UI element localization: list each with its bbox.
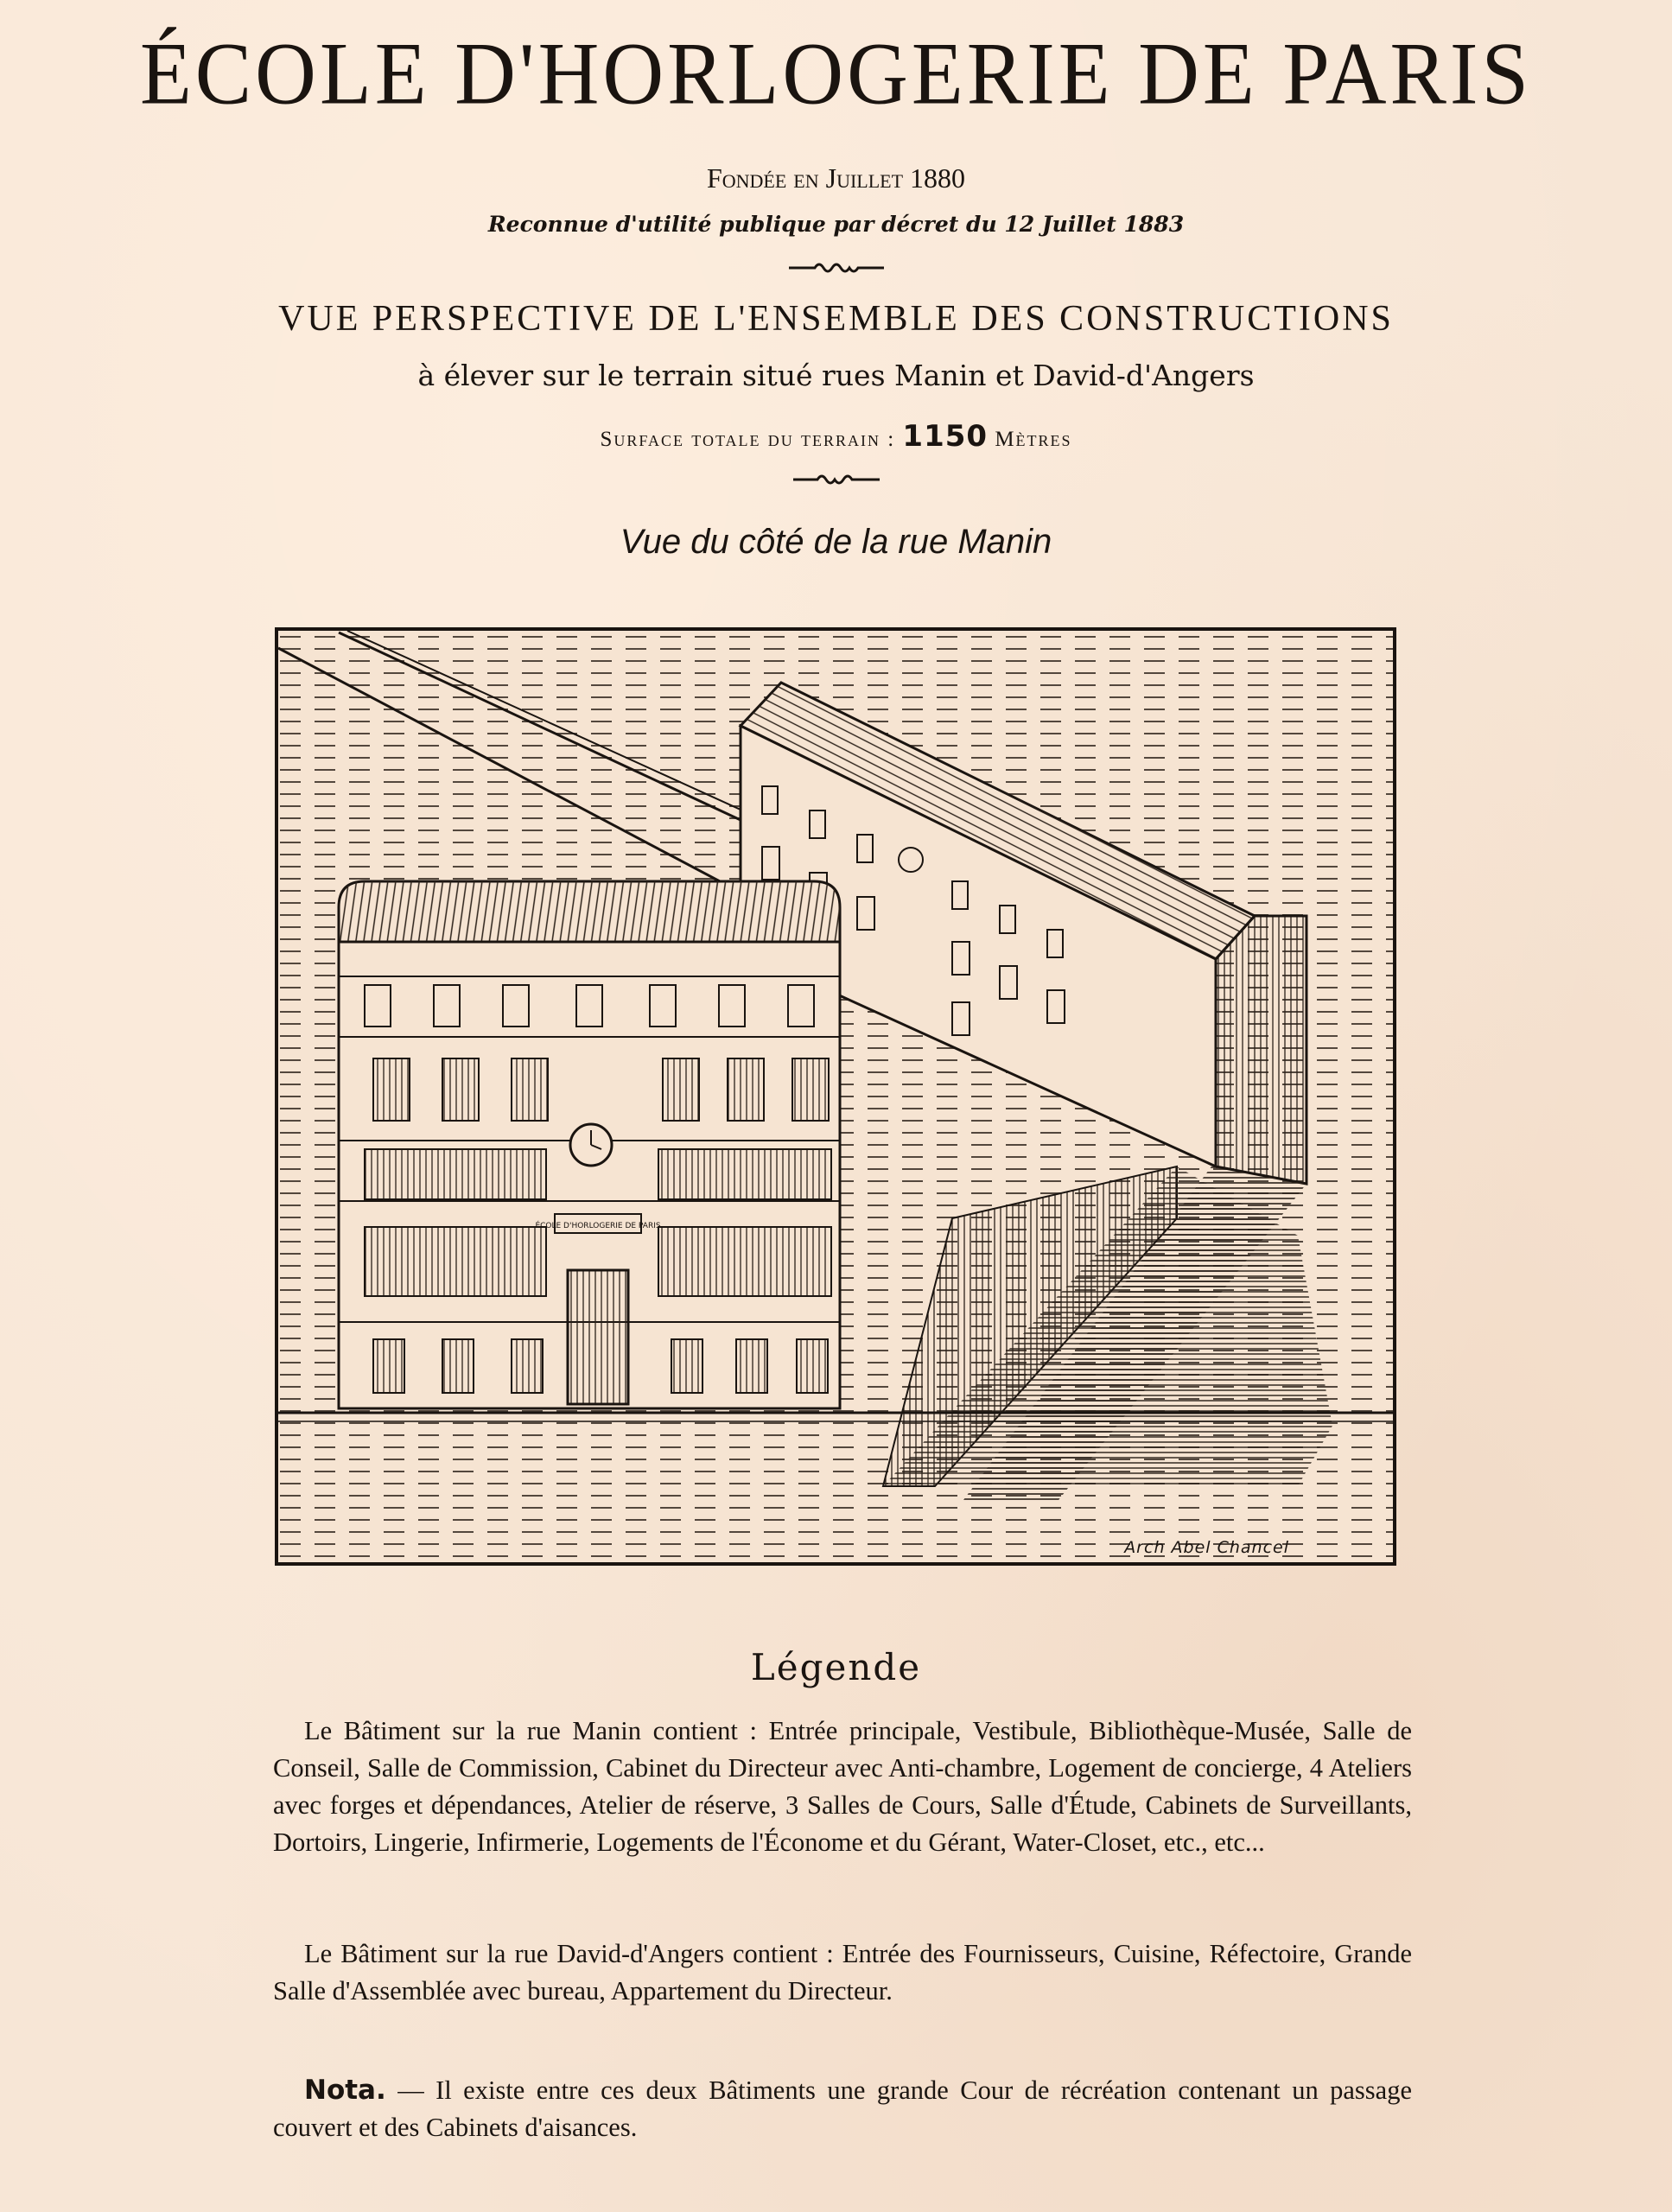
illustration-caption: Vue du côté de la rue Manin (620, 523, 1052, 561)
surface-value: 1150 (902, 419, 989, 454)
legend-heading: Légende (750, 1646, 922, 1688)
site-description: à élever sur le terrain situé rues Manin et David-d'Angers (417, 359, 1255, 392)
building-perspective-illustration (275, 627, 1396, 1566)
recognition-decree: Reconnue d'utilité publique par décret du 12 Juillet 1883 (487, 212, 1185, 237)
flourish-ornament-icon (793, 471, 880, 488)
surface-area (0, 419, 1672, 454)
building-drawing (278, 631, 1393, 1562)
legend-david-angers-building: Le Bâtiment sur la rue David-d'Angers contient : Entrée des Fournisseurs, Cuisine, Réfectoire, Grande Salle d'Assemblée avec bureau, Appartement du Directeur. (273, 1939, 1412, 2005)
nota-text: — Il existe entre ces deux Bâtiments une grande Cour de récréation contenant un passage couvert et des Cabinets d'aisances. (273, 2075, 1412, 2142)
nota-label: Nota. (304, 2075, 386, 2106)
surface-unit: Mètres (995, 428, 1072, 451)
founded-date: Fondée en Juillet 1880 (706, 162, 966, 194)
legend-nota (273, 2072, 1412, 2146)
architect-signature: Arch Abel Chancel (1124, 1538, 1289, 1557)
surface-label: Surface totale du terrain : (600, 428, 896, 451)
perspective-heading: VUE PERSPECTIVE DE L'ENSEMBLE DES CONSTRUCTIONS (278, 299, 1394, 339)
facade-sign: ÉCOLE D'HORLOGERIE DE PARIS (535, 1222, 661, 1230)
document-title: ÉCOLE D'HORLOGERIE DE PARIS (139, 25, 1533, 124)
flourish-ornament-icon (789, 259, 884, 276)
legend-manin-building: Le Bâtiment sur la rue Manin contient : Entrée principale, Vestibule, Bibliothèque-Musée, Salle de Conseil, Salle de Commission, Cabinet du Directeur avec Anti-chambre, Logement de concierge, 4 Ateliers avec forges et dépendances, Atelier de réserve, 3 Salles de Cours, Salle d'Étude, Cabinets de Surveillants, Dortoirs, Lingerie, Infirmerie, Logements de l'Économe et du Gérant, Water-Closet, etc., etc... (273, 1716, 1412, 1857)
